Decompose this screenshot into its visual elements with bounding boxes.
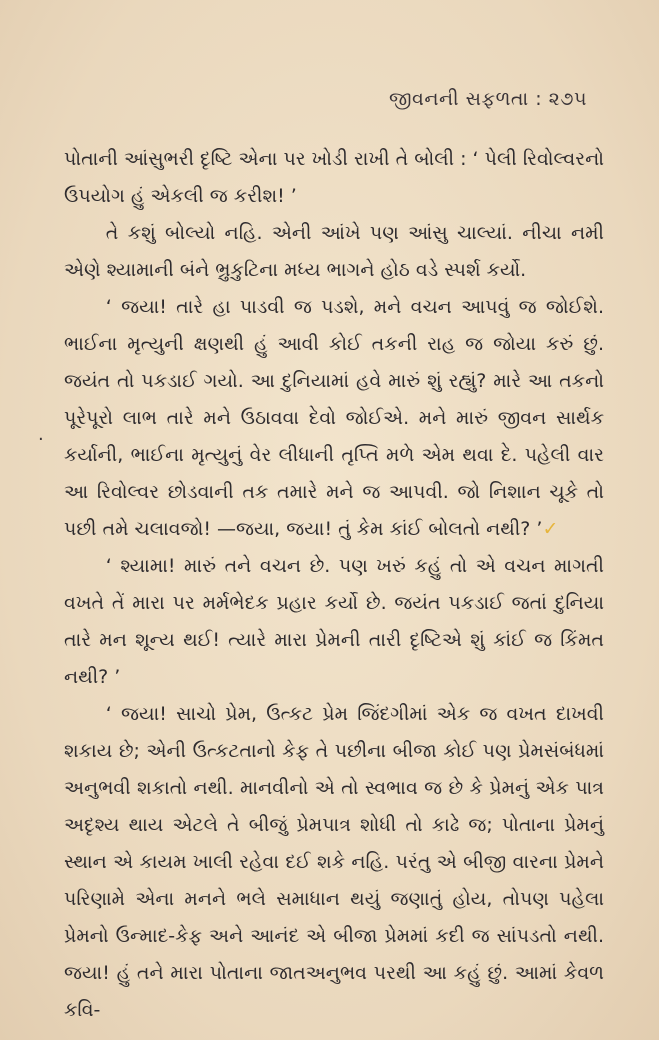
paragraph-4 — [64, 548, 604, 696]
margin-mark: . — [38, 424, 44, 445]
running-head: જીવનની સફળતા : ૨૭૫ — [388, 88, 587, 110]
paragraph-1-text: પોતાની આંસુભરી દૃષ્ટિ એના પર ખોડી રાખી તે બોલી : ‘ પેલી રિવોલ્વરનો ઉપયોગ હું એકલી જ કરીશ! ’ — [64, 148, 604, 207]
paragraph-1 — [64, 141, 604, 215]
paragraph-4-text: ‘ શ્યામા! મારું તને વચન છે. પણ ખરું કહું તો એ વચન માગતી વખતે તેં મારા પર મર્મભેદક પ્રહાર કર્યો છે. જયંત પકડાઈ જતાં દુનિયા તારે મન શૂન્ય થઈ! ત્યારે મારા પ્રેમની તારી દૃષ્ટિએ શું કાંઈ જ કિંમત નથી? ’ — [64, 555, 604, 688]
paragraph-2 — [64, 215, 604, 289]
checkmark-icon: ✓ — [542, 518, 559, 540]
paragraph-3-text: ‘ જયા! તારે હા પાડવી જ પડશે, મને વચન આપવું જ જોઈશે. ભાઈના મૃત્યુની ક્ષણથી હું આવી કોઈ તકની રાહ જ જોયા કરું છું. જયંત તો પકડાઈ ગયો. આ દુનિયામાં હવે મારું શું રહ્યું? મારે આ તકનો પૂરેપૂરો લાભ તારે મને ઉઠાવવા દેવો જોઈએ. મને મારું જીવન સાર્થક કર્યાની, ભાઈના મૃત્યુનું વેર લીધાની તૃપ્તિ મળે એમ થવા દે. પહેલી વાર આ રિવોલ્વર છોડવાની તક તમારે મને જ આપવી. જો નિશાન ચૂકે તો પછી તમે ચલાવજો! —જયા, જયા! તું કેમ કાંઈ બોલતો નથી? ’ — [64, 296, 604, 540]
paragraph-3 — [64, 289, 604, 548]
paragraph-2-text: તે કશું બોલ્યો નહિ. એની આંખે પણ આંસુ ચાલ્યાં. નીચા નમી એણે શ્યામાની બંને ભ્રુકુટિના મધ્ય ભાગને હોઠ વડે સ્પર્શ કર્યો. — [64, 222, 604, 281]
paragraph-5 — [64, 696, 604, 1029]
body-text — [64, 141, 604, 1029]
paragraph-5-text: ‘ જયા! સાચો પ્રેમ, ઉત્કટ પ્રેમ જિંદગીમાં એક જ વખત દાખવી શકાય છે; એની ઉત્કટતાનો કેફ તે પછીના બીજા કોઈ પણ પ્રેમસંબંધમાં અનુભવી શકાતો નથી. માનવીનો એ તો સ્વભાવ જ છે કે પ્રેમનું એક પાત્ર અદૃશ્ય થાય એટલે તે બીજું પ્રેમપાત્ર શોધી તો કાઢે જ; પોતાના પ્રેમનું સ્થાન એ કાયમ ખાલી રહેવા દઈ શકે નહિ. પરંતુ એ બીજી વારના પ્રેમને પરિણામે એના મનને ભલે સમાધાન થયું જણાતું હોય, તોપણ પહેલા પ્રેમનો ઉન્માદ-કેફ અને આનંદ એ બીજા પ્રેમમાં કદી જ સાંપડતો નથી. જયા! હું તને મારા પોતાના જાતઅનુભવ પરથી આ કહું છું. આમાં કેવળ કવિ- — [64, 703, 604, 1021]
